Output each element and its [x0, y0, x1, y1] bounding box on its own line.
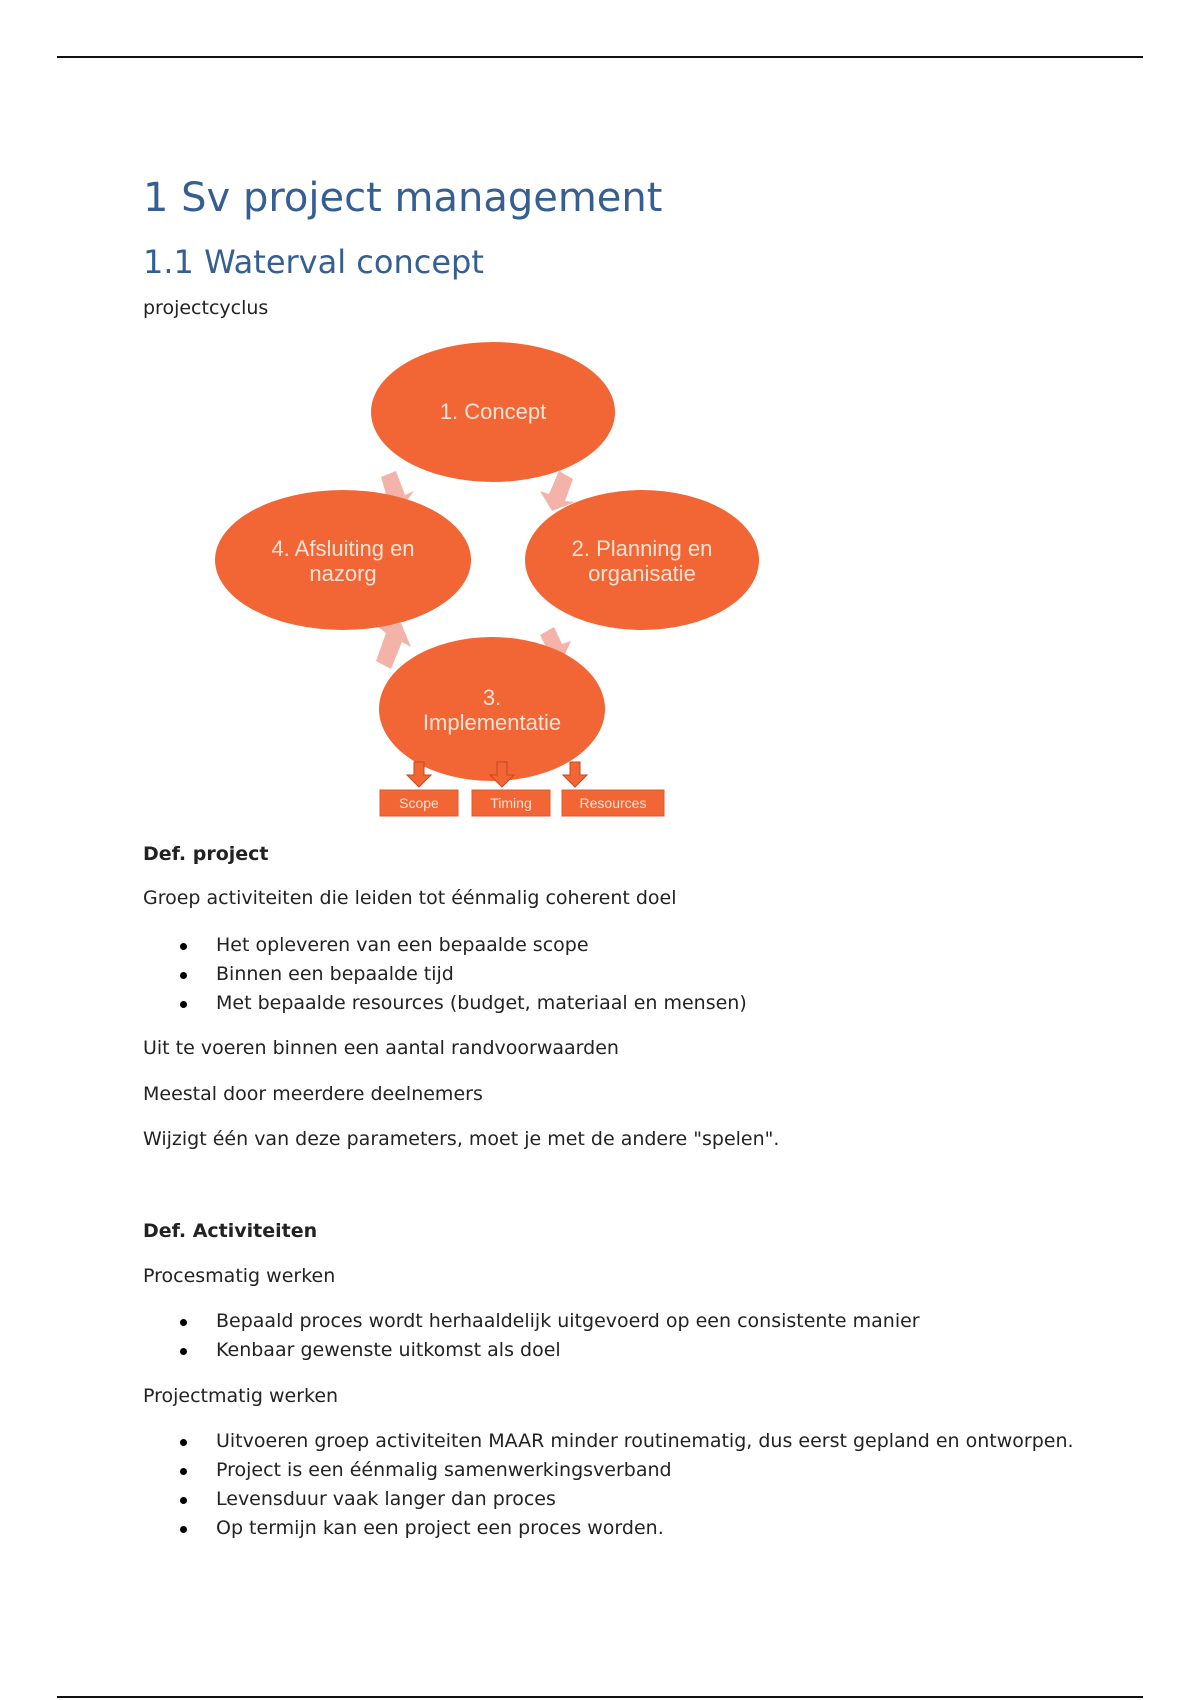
node-planning-label-2: organisatie	[588, 561, 696, 586]
list-item: Kenbaar gewenste uitkomst als doel	[180, 1336, 920, 1365]
def-project-title: Def. project	[143, 843, 269, 865]
node-afsluiting-label-2: nazorg	[309, 561, 377, 586]
box-resources-label: Resources	[579, 795, 647, 811]
project-cycle-diagram	[200, 335, 780, 825]
down-arrow-resources	[563, 762, 587, 787]
list-item: Het opleveren van een bepaalde scope	[180, 931, 747, 960]
list-item: Met bepaalde resources (budget, materiaal en mensen)	[180, 989, 747, 1018]
diagram-caption: projectcyclus	[143, 297, 269, 319]
node-implementatie	[379, 637, 605, 781]
page-title: 1 Sv project management	[143, 175, 663, 221]
def-activiteiten-title: Def. Activiteiten	[143, 1220, 318, 1242]
bottom-rule	[57, 1696, 1143, 1698]
node-implementatie-label-1: 3.	[482, 685, 502, 710]
box-scope-label: Scope	[399, 795, 439, 811]
list-item: Levensduur vaak langer dan proces	[180, 1485, 1074, 1514]
box-timing	[472, 790, 550, 816]
procesmatig-title: Procesmatig werken	[143, 1265, 336, 1287]
def-project-line1: Uit te voeren binnen een aantal randvoorwaarden	[143, 1037, 619, 1059]
node-concept	[371, 342, 615, 482]
node-concept-label: 1. Concept	[439, 399, 547, 424]
node-afsluiting-label-1: 4. Afsluiting en	[271, 536, 415, 561]
node-planning	[525, 490, 759, 630]
def-project-line3: Wijzigt één van deze parameters, moet je met de andere "spelen".	[143, 1128, 780, 1150]
node-planning-label-1: 2. Planning en	[571, 536, 713, 561]
projectmatig-bullets	[180, 1427, 1074, 1543]
def-project-bullets	[180, 931, 747, 1018]
box-resources	[562, 790, 664, 816]
list-item: Op termijn kan een project een proces worden.	[180, 1514, 1074, 1543]
list-item: Binnen een bepaalde tijd	[180, 960, 747, 989]
node-implementatie-label-2: Implementatie	[422, 710, 562, 735]
node-afsluiting	[215, 490, 471, 630]
list-item: Project is een éénmalig samenwerkingsverband	[180, 1456, 1074, 1485]
procesmatig-bullets	[180, 1307, 920, 1365]
arrow-3-to-4	[376, 623, 411, 669]
def-project-line2: Meestal door meerdere deelnemers	[143, 1083, 483, 1105]
projectmatig-title: Projectmatig werken	[143, 1385, 339, 1407]
box-scope	[380, 790, 458, 816]
def-project-intro: Groep activiteiten die leiden tot éénmalig coherent doel	[143, 887, 677, 909]
list-item: Uitvoeren groep activiteiten MAAR minder routinematig, dus eerst gepland en ontworpen.	[180, 1427, 1074, 1456]
top-rule	[57, 56, 1143, 58]
box-timing-label: Timing	[490, 795, 532, 811]
section-title: 1.1 Waterval concept	[143, 243, 484, 281]
list-item: Bepaald proces wordt herhaaldelijk uitgevoerd op een consistente manier	[180, 1307, 920, 1336]
